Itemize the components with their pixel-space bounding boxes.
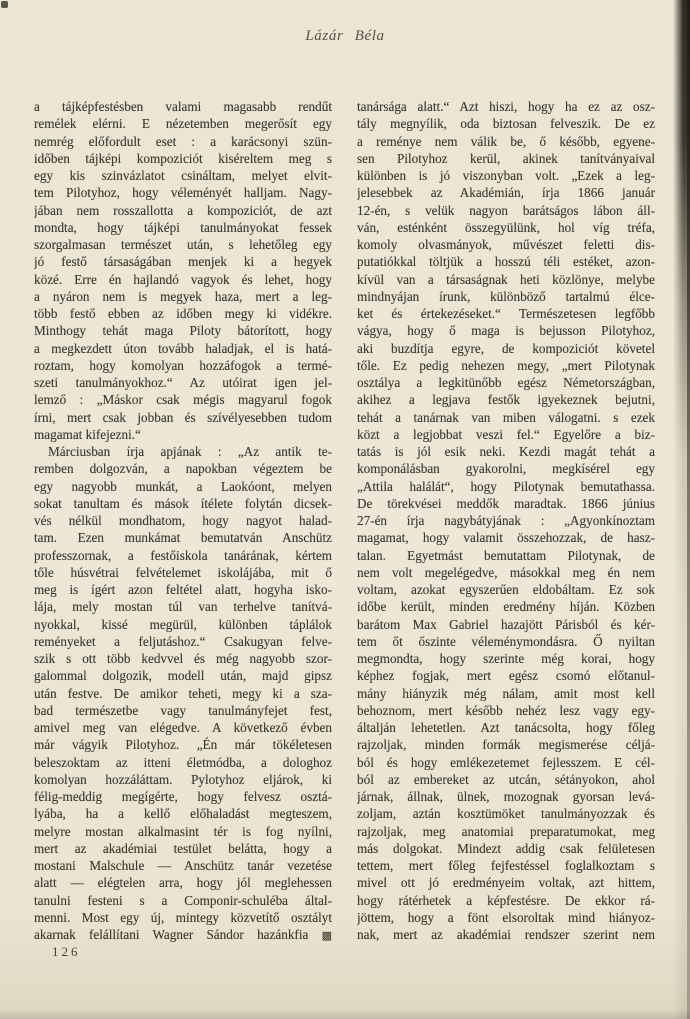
text-line: 12-én, s velük nagyon barátságos lábon áll- [357, 202, 655, 218]
text-line: zoljam, aztán kosztümöket tanulmányozzak és [357, 806, 655, 822]
text-line: Márciusban írja apjának : „Az antik te- [48, 444, 332, 459]
text-line: nemrég előfordult eset : a karácsonyi szün- [34, 133, 332, 149]
text-line: tály megnyílik, oda biztosan felveszik. De ez [357, 116, 655, 132]
text-line: nak, mert az akadémiai rendszer szerint nem [357, 927, 655, 942]
text-line: tőle. Ez pedig nehezen megy, „mert Pilotynak [357, 357, 655, 373]
text-line: meg is ígért azon feltétel alatt, hogyha isko- [34, 582, 332, 597]
text-line: tem Pilotyhoz, hogy véleményét halljam. Nagy- [34, 185, 332, 201]
text-line: szik s ott több kedvvel és még nagyobb szor- [34, 651, 332, 666]
text-line: tem őt őszinte véleménymondásra. Ő nyiltan [357, 633, 655, 649]
text-line: időbe került, minden eredmény híján. Közben [357, 599, 655, 615]
text-line: tanársága alatt.“ Azt hiszi, hogy ha ez az osz- [357, 99, 655, 114]
text-line: vágya, hogy ő maga is bejusson Pilotyhoz, [357, 323, 655, 339]
text-line: ból és hogy emlékezetemet fejlesszem. E cél- [357, 754, 655, 770]
text-line: osztálya a legkitünőbb egész Németországban, [357, 375, 655, 390]
text-line: már vágyik Pilotyhoz. „Én már tökéletesen [34, 737, 332, 753]
text-line: reményeket a feljutáshoz.“ Csakugyan felve- [34, 633, 332, 649]
text-line: a nyáron nem is megyek haza, mert a leg- [34, 288, 332, 304]
text-line: tam. Ezen munkámat bemutatván Anschütz [34, 530, 332, 546]
text-line: vés nélkül mondhatom, hogy nagyot halad- [34, 513, 332, 528]
text-line: barátom Max Gabriel hazajött Párisból és kér- [357, 616, 655, 632]
text-line: lája, mely mostan túl van terhelve tanítvá- [34, 599, 332, 615]
text-line: tettem, mert főleg fejfestéssel foglalkoztam s [357, 858, 655, 873]
text-line: megmondta, hogy szerinte még korai, hogy [357, 651, 655, 666]
text-line: jó festő társaságában menjek ki a hegyek [34, 254, 332, 270]
printers-mark-icon: ▩ [321, 929, 332, 942]
text-line: tehát a tanárnak van miben válogatni. s ezek [357, 409, 655, 425]
text-line: ván, esténként összegyülünk, hol víg tréfa, [357, 219, 655, 235]
text-line: galommal dolgozik, modell után, majd gipsz [34, 668, 332, 684]
text-line: nyokkal, kissé megürül, különben táplálok [34, 616, 332, 632]
text-line: írni, mert csak jobban és szívélyesebben tudom [34, 409, 332, 425]
text-line: bad természetbe vagy tanulmányfejet fest, [34, 702, 332, 718]
text-line: remben dolgozván, a napokban végeztem be [34, 461, 332, 477]
text-line: professzornak, a festőiskola tanárának, kértem [34, 547, 332, 563]
text-line: De törekvései meddők maradtak. 1866 június [357, 495, 655, 511]
text-line: jában nem rosszallotta a kompoziciót, de azt [34, 202, 332, 218]
text-line: különben is jó viszonyban volt. „Ezek a leg- [357, 168, 655, 183]
text-line: után festve. De amikor teheti, megy ki a sza- [34, 685, 332, 701]
text-line: putatiókkal töltjük a hosszú téli estéket, azon- [357, 254, 655, 270]
text-line: jöttem, hogy a fönt elsoroltak mind hiányoz- [357, 909, 655, 925]
text-line: alatt — elégtelen arra, hogy jól meglehessen [34, 875, 332, 891]
text-line: ból az embereket az utcán, sétányokon, ahol [357, 771, 655, 787]
text-line: talan. Egyetmást bemutattam Pilotynak, de [357, 547, 655, 563]
right-text-column [357, 98, 655, 943]
text-line: roztam, hogy komolyan hozzáfogok a termé- [34, 357, 332, 373]
text-line: magamat kifejezni.“ [34, 426, 141, 442]
text-line: remélek elérni. E nézetemben megerősít egy [34, 116, 332, 132]
text-line: félig-meddig megígérte, hogy felvesz osztá- [34, 789, 332, 804]
text-line: mivel ott jó eredményeim voltak, azt hittem, [357, 875, 655, 891]
text-line: mostani Malschule — Anschütz tanár vezetése [34, 858, 332, 873]
text-line: Minthogy tehát maga Piloty bátorított, hogy [34, 323, 332, 339]
text-line: akihez a legjava festők igyekeznek bejutni, [357, 392, 655, 408]
text-line: ket és értekezéseket.“ Természetesen legfőbb [357, 306, 655, 321]
text-line: mány hiányzik még nálam, amit most kell [357, 685, 655, 701]
text-line: nem volt megelégedve, másokkal meg én nem [357, 564, 655, 580]
text-line: tőle húsvétrai felvételemet iskolájába, mit ő [34, 564, 332, 580]
text-line: tanulni festeni s a Componir-schuléba által- [34, 892, 332, 908]
text-line: sen Pilotyhoz kerül, akinek tanítványaival [357, 150, 655, 166]
text-line: mert az akadémiai testület belátta, hogy a [34, 840, 332, 856]
text-line: sokat tanultam és mások ítélete folytán dicsek- [34, 495, 332, 511]
text-line: közt a legjobbat veszi fel.“ Egyelőre a biz- [357, 426, 655, 442]
text-line: komponálásban gyakorolni, megkísérel egy [357, 461, 655, 477]
text-line: hogy rátérhetek a képfestésre. De ekkor rá- [357, 892, 655, 908]
page-number: 126 [52, 944, 81, 959]
text-line: szeti tanulmányokhoz.“ Az utóirat igen jel- [34, 375, 332, 390]
text-line: kívül van a társaságnak heti közlönye, melybe [357, 271, 655, 287]
text-line: magamat, hogy valamit összehozzak, de hasz- [357, 530, 655, 546]
text-line: egy nagyobb munkát, a Laokóont, melyen [34, 478, 332, 494]
text-line: időben tájképi kompoziciót kiséreltem meg s [34, 150, 332, 166]
text-line: több festő ebben az időben megy ki vidékre. [34, 306, 332, 321]
text-line: rajzoljak, minden formák megismerése céljá- [357, 737, 655, 753]
text-line: mindnyájan írunk, különböző tartalmú élce- [357, 288, 655, 304]
text-line: a reménye nem válik be, ő később, egyene- [357, 133, 655, 149]
text-line: lemző : „Máskor csak mégis magyarul fogok [34, 392, 332, 408]
text-line: beleszoktam az itteni életmódba, a dologhoz [34, 754, 332, 770]
scan-speck [1, 1, 8, 8]
text-line: közé. Erre én hajlandó vagyok és lehet, hogy [34, 271, 332, 287]
text-line: behoznom, mert később nehéz lesz vagy egy- [357, 702, 655, 718]
text-line: amivel meg van elégedve. A következő évben [34, 720, 332, 735]
running-header: Lázár Béla [305, 28, 385, 44]
text-line: egy kis szinvázlatot csináltam, melyet elvit- [34, 168, 332, 183]
text-line: általján lehetetlen. Azt tanácsolta, hogy főleg [357, 720, 655, 735]
scan-edge-shadow-bottom [0, 1009, 690, 1019]
text-line: járnak, állnak, ülnek, mozognak gyorsan levá- [357, 789, 655, 804]
text-line: a tájképfestésben valami magasabb rendűt [34, 99, 332, 114]
text-line: a megkezdett úton tovább haladjak, el is hatá- [34, 340, 332, 356]
text-line: jelesebbek az Akadémián, írja 1866 január [357, 185, 655, 201]
text-line: menni. Most egy új, mintegy közvetítő osztályt [34, 909, 332, 925]
text-line: „Attila halálát“, hogy Pilotynak bemutathassa. [357, 478, 655, 494]
text-line: mondta, hogy tájképi tanulmányokat fessek [34, 219, 332, 235]
text-line: voltam, azokat egyszerűen eldobáltam. Ez sok [357, 582, 655, 597]
text-line: képhez fogjak, mert egész csomó előtanul- [357, 668, 655, 684]
left-text-column [34, 98, 332, 943]
text-line: rajzoljak, meg anatomiai preparatumokat, meg [357, 823, 655, 839]
text-line: komoly olvasmányok, művészet feletti dis- [357, 237, 655, 252]
text-line: lyába, ha a kellő előhaladást megteszem, [34, 806, 332, 822]
text-line: más dolgokat. Mindezt addig csak felületesen [357, 840, 655, 856]
text-line: akarnak felállítani Wagner Sándor hazánkfia ▩ [34, 927, 332, 942]
text-line: 27-én írja nagybátyjának : „Agyonkínoztam [357, 513, 655, 528]
text-line: aki buzdítja egyre, de kompoziciót követel [357, 340, 655, 356]
text-line: melyre mostan alkalmasint tér is fog nyílni, [34, 823, 332, 839]
text-line: szorgalmasan természet után, s lehetőleg egy [34, 237, 332, 252]
text-line: komolyan hozzáláttam. Pylotyhoz eljárok, ki [34, 771, 332, 787]
text-line: tatás is jól esik neki. Kezdi magát tehát a [357, 444, 655, 459]
